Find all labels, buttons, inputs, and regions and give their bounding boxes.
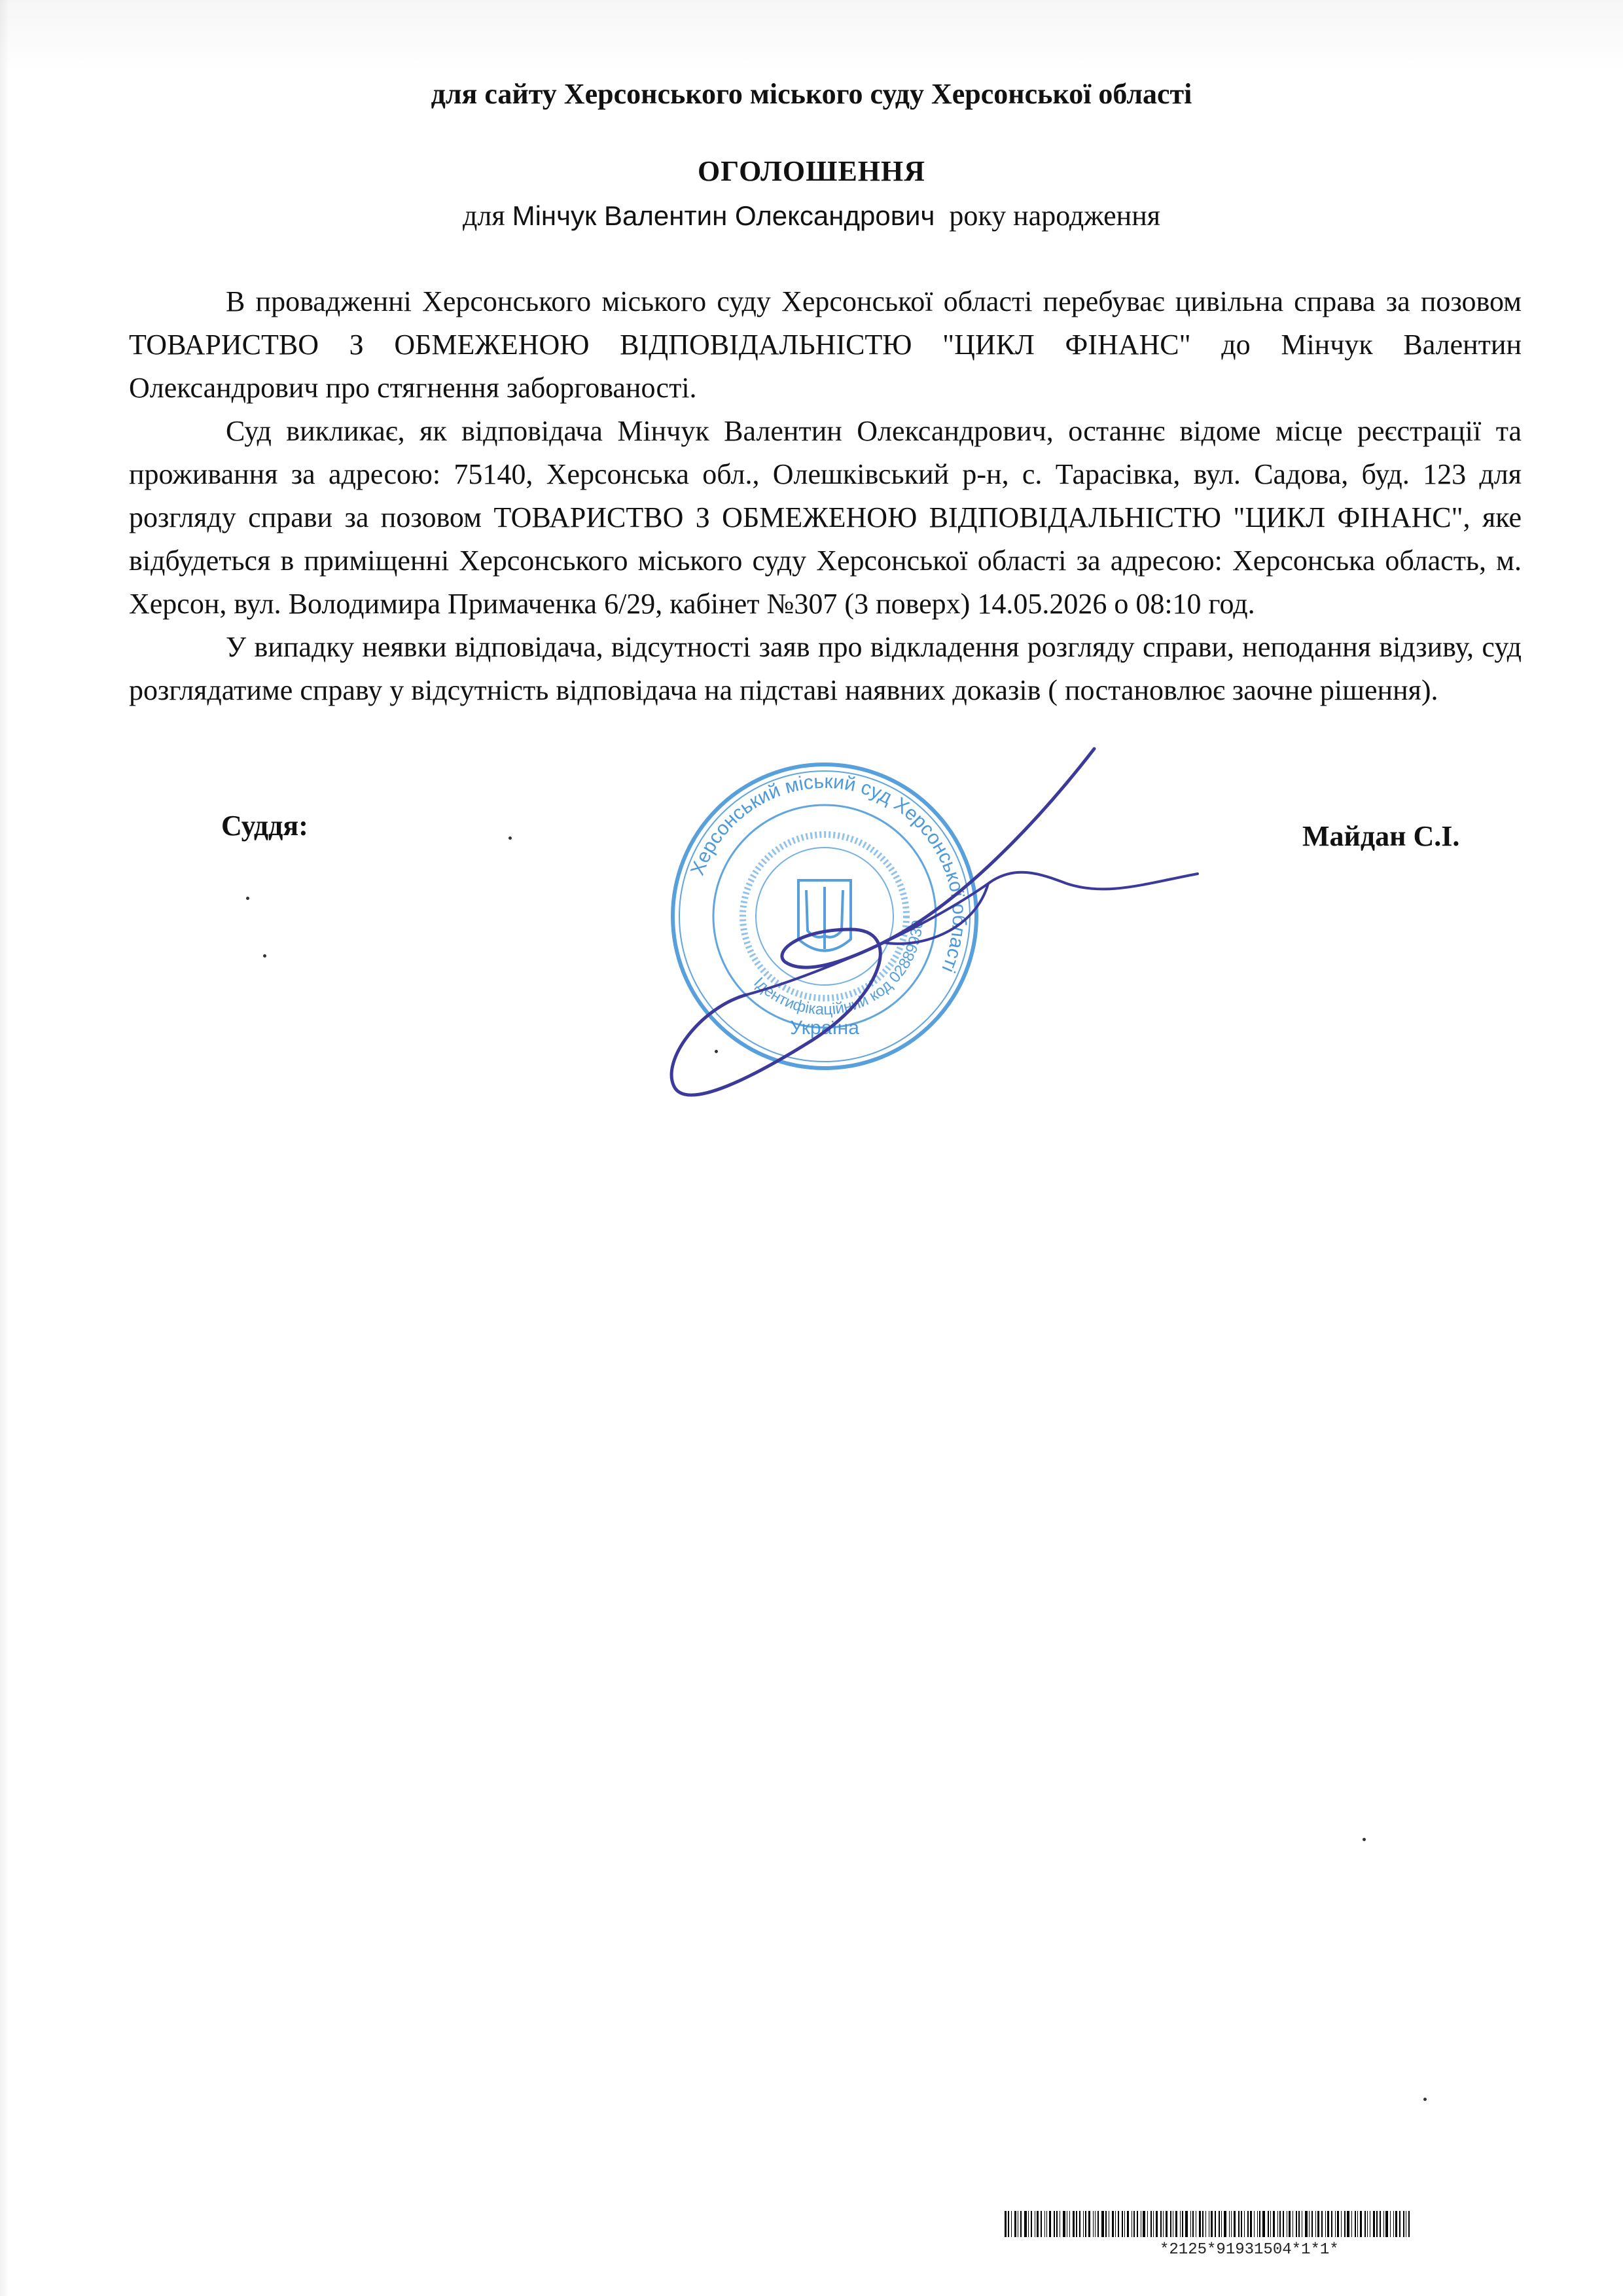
barcode-bar — [1259, 2211, 1260, 2237]
barcode-bar — [1044, 2211, 1045, 2237]
barcode-bar — [1376, 2211, 1378, 2237]
barcode-bar — [1355, 2211, 1356, 2237]
scan-speck — [1363, 1838, 1366, 1841]
barcode-bar — [1046, 2211, 1047, 2237]
barcode-bar — [1408, 2211, 1410, 2237]
barcode-bar — [1153, 2211, 1154, 2237]
barcode-bar — [1390, 2211, 1391, 2237]
announcement-body — [129, 280, 1522, 712]
barcode-bar — [1175, 2211, 1177, 2237]
barcode-bar — [1011, 2211, 1012, 2237]
barcode-bar — [1311, 2211, 1313, 2237]
barcode-bar — [1079, 2211, 1080, 2237]
scan-speck — [1423, 2098, 1427, 2101]
barcode-bar — [1380, 2211, 1381, 2237]
scan-speck — [715, 1050, 718, 1053]
barcode-bar — [1385, 2211, 1388, 2237]
scan-left-edge-shading — [0, 0, 9, 2296]
stamp-inner-text: Ідентифікаційний код 02889930 — [750, 919, 927, 1019]
paragraph-case-intro: В провадженні Херсонського міського суду Херсонської області перебуває цивільна справа за позовом ТОВАРИСТВО З ОБМЕЖЕНОЮ ВІДПОВІДАЛЬНІСТЮ "ЦИКЛ ФІНАНС" до Мінчук Валентин Олександрович про стягнення заборгованості. — [129, 285, 1522, 404]
barcode-bar — [1160, 2211, 1162, 2237]
barcode-bar — [1005, 2211, 1007, 2237]
barcode-bar — [1364, 2211, 1366, 2237]
barcode-bar — [1321, 2211, 1323, 2237]
barcode-bar — [1393, 2211, 1394, 2237]
barcode-bar — [1373, 2211, 1375, 2237]
barcode-bar — [1137, 2211, 1138, 2237]
barcode-bar — [1231, 2211, 1232, 2237]
barcode-bar — [1221, 2211, 1222, 2237]
barcode-bar — [1317, 2211, 1319, 2237]
barcode-bar — [1279, 2211, 1281, 2237]
barcode-bar — [1093, 2211, 1094, 2237]
barcode-bar — [1309, 2211, 1310, 2237]
barcode-bar — [1076, 2211, 1077, 2237]
barcode-bar — [1180, 2211, 1181, 2237]
announcement-title: ОГОЛОШЕННЯ — [697, 155, 926, 187]
barcode-bar — [1234, 2211, 1236, 2237]
barcode-bar — [1008, 2211, 1009, 2237]
subtitle-prefix: для — [462, 200, 505, 232]
barcode-bar — [1277, 2211, 1278, 2237]
barcode-bar — [1315, 2211, 1316, 2237]
paragraph-summons: Суд викликає, як відповідача Мінчук Валентин Олександрович, останнє відоме місце реєстрації та проживання за адресою: 75140, Херсонська обл., Олешківський р-н, с. Тарасівка, вул. Садова, буд. 123 для розгляду справи за позовом ТОВАРИСТВО З ОБМЕЖЕНОЮ ВІДПОВІДАЛЬНІСТЮ "ЦИКЛ ФІНАНС", яке відбудеться в приміщенні Херсонського міського суду Херсонської області за адресою: Херсонська область, м. Херсон, вул. Володимира Примаченка 6/29, кабінет №307 (3 поверх) 14.05.2026 о 08:10 год. — [129, 415, 1522, 620]
barcode-bar — [1031, 2211, 1032, 2237]
barcode-bar — [1014, 2211, 1016, 2237]
barcode-bar — [1069, 2211, 1070, 2237]
barcode-bar — [1020, 2211, 1022, 2237]
barcode-bar — [1205, 2211, 1206, 2237]
barcode-bar — [1241, 2211, 1242, 2237]
barcode-bar — [1166, 2211, 1168, 2237]
barcode-bar — [1337, 2211, 1339, 2237]
barcode-bar — [1325, 2211, 1326, 2237]
barcode-bar — [1357, 2211, 1358, 2237]
subtitle-defendant-name: Мінчук Валентин Олександрович — [512, 200, 935, 231]
barcode-bar — [1088, 2211, 1090, 2237]
barcode-bar — [1163, 2211, 1164, 2237]
barcode-bar — [1351, 2211, 1352, 2237]
barcode-bar — [1037, 2211, 1039, 2237]
barcode-bar — [1054, 2211, 1055, 2237]
barcode-bar — [1347, 2211, 1349, 2237]
scan-speck — [246, 897, 249, 900]
site-header-line: для сайту Херсонського міського суду Херсонської області — [431, 78, 1192, 110]
barcode-bar — [1273, 2211, 1275, 2237]
barcode-bar — [1133, 2211, 1135, 2237]
barcode-bar — [1063, 2211, 1065, 2237]
barcode-bar — [1101, 2211, 1104, 2237]
barcode-bar — [1360, 2211, 1362, 2237]
barcode-bar — [1399, 2211, 1400, 2237]
document-barcode — [1005, 2211, 1417, 2237]
judge-name: Майдан С.І. — [1302, 820, 1460, 852]
barcode-bar — [1403, 2211, 1404, 2237]
scan-speck — [263, 954, 266, 958]
barcode-bar — [1224, 2211, 1226, 2237]
barcode-bar — [1049, 2211, 1051, 2237]
barcode-bar — [1289, 2211, 1291, 2237]
stamp-outer-text: Херсонський міський суд Херсонської області — [687, 770, 971, 976]
barcode-bar — [1190, 2211, 1191, 2237]
barcode-caption: *2125*91931504*1*1* — [1160, 2241, 1339, 2259]
barcode-bar — [1147, 2211, 1148, 2237]
barcode-bar — [1219, 2211, 1220, 2237]
barcode-bar — [1305, 2211, 1308, 2237]
barcode-bar — [1028, 2211, 1029, 2237]
barcode-bar — [1056, 2211, 1058, 2237]
barcode-bar — [1192, 2211, 1194, 2237]
judge-label: Суддя: — [221, 810, 308, 842]
scan-speck — [508, 836, 512, 840]
barcode-bar — [1112, 2211, 1114, 2237]
barcode-bar — [1202, 2211, 1204, 2237]
barcode-bar — [1115, 2211, 1116, 2237]
barcode-bar — [1150, 2211, 1152, 2237]
barcode-bar — [1257, 2211, 1258, 2237]
barcode-bar — [1024, 2211, 1027, 2237]
barcode-bar — [1298, 2211, 1300, 2237]
stamp-country-text: Україна — [790, 1017, 859, 1039]
judge-signature — [648, 733, 1237, 1126]
barcode-bar — [1041, 2211, 1042, 2237]
barcode-bar — [1156, 2211, 1158, 2237]
barcode-bar — [1283, 2211, 1284, 2237]
barcode-bar — [1124, 2211, 1125, 2237]
barcode-bar — [1170, 2211, 1171, 2237]
announcement-subtitle — [0, 199, 1623, 232]
barcode-bar — [1143, 2211, 1145, 2237]
barcode-bar — [1331, 2211, 1332, 2237]
barcode-bar — [1185, 2211, 1188, 2237]
barcode-bar — [1215, 2211, 1216, 2237]
barcode-bar — [1095, 2211, 1096, 2237]
barcode-bar — [1335, 2211, 1336, 2237]
barcode-bar — [1367, 2211, 1368, 2237]
barcode-bar — [1395, 2211, 1397, 2237]
barcode-bar — [1127, 2211, 1129, 2237]
scan-top-shading — [0, 0, 1623, 72]
barcode-bar — [1105, 2211, 1107, 2237]
barcode-bar — [1238, 2211, 1240, 2237]
barcode-bar — [1182, 2211, 1183, 2237]
subtitle-suffix: року народження — [949, 200, 1160, 232]
barcode-bar — [1247, 2211, 1249, 2237]
paragraph-default-judgment: У випадку неявки відповідача, відсутності заяв про відкладення розгляду справи, неподання відзиву, суд розглядатиме справу у відсутність відповідача на підставі наявних доказів ( постановлює заочне рішення). — [129, 631, 1522, 706]
barcode-bar — [1199, 2211, 1201, 2237]
barcode-bar — [1383, 2211, 1384, 2237]
barcode-bar — [1270, 2211, 1271, 2237]
barcode-bar — [1122, 2211, 1123, 2237]
barcode-bar — [1268, 2211, 1269, 2237]
barcode-bar — [1229, 2211, 1230, 2237]
barcode-bar — [1083, 2211, 1084, 2237]
barcode-bar — [1344, 2211, 1346, 2237]
barcode-bar — [1118, 2211, 1119, 2237]
barcode-bar — [1211, 2211, 1213, 2237]
barcode-bar — [1262, 2211, 1265, 2237]
barcode-bar — [1244, 2211, 1245, 2237]
barcode-bar — [1327, 2211, 1329, 2237]
barcode-bar — [1085, 2211, 1086, 2237]
barcode-bar — [1073, 2211, 1075, 2237]
barcode-bar — [1250, 2211, 1252, 2237]
barcode-bar — [1254, 2211, 1255, 2237]
barcode-bar — [1341, 2211, 1342, 2237]
barcode-bar — [1296, 2211, 1297, 2237]
barcode-bar — [1097, 2211, 1099, 2237]
